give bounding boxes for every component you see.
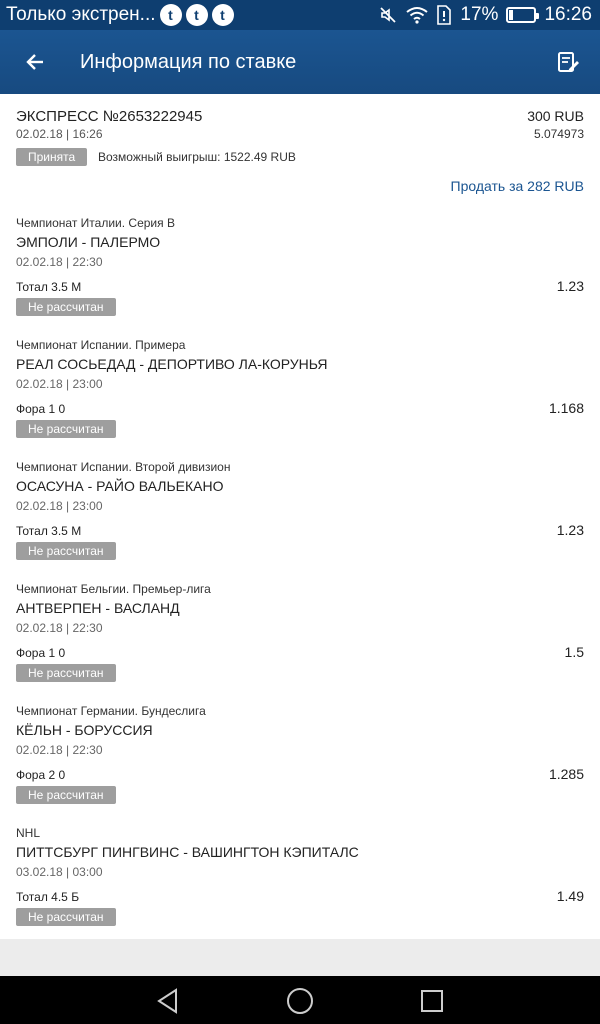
event-market: Фора 1 0 [16, 646, 66, 660]
bet-details [0, 94, 600, 939]
event-league: Чемпионат Испании. Примера [16, 338, 186, 352]
bet-title: ЭКСПРЕСС №2653222945 [16, 108, 203, 125]
battery-percent: 17% [460, 4, 499, 25]
event-status-badge: Не рассчитан [16, 664, 116, 682]
battery-icon [506, 7, 536, 23]
event-market: Фора 1 0 [16, 402, 66, 416]
event-item[interactable] [0, 450, 600, 572]
nav-back-button[interactable] [153, 986, 183, 1016]
event-market: Фора 2 0 [16, 768, 66, 782]
event-datetime: 03.02.18 | 03:00 [16, 865, 103, 879]
event-market: Тотал 3.5 М [16, 524, 82, 538]
event-item[interactable] [0, 572, 600, 694]
back-triangle-icon [156, 988, 180, 1014]
event-odds: 1.23 [556, 278, 584, 294]
event-status-badge: Не рассчитан [16, 786, 116, 804]
bet-datetime: 02.02.18 | 16:26 [16, 127, 103, 141]
event-odds: 1.285 [548, 766, 584, 782]
event-teams: КЁЛЬН - БОРУССИЯ [16, 722, 153, 738]
possible-win: Возможный выигрыш: 1522.49 RUB [98, 150, 296, 164]
event-datetime: 02.02.18 | 23:00 [16, 499, 103, 513]
notification-t-icon: t [160, 4, 182, 26]
event-league: NHL [16, 826, 41, 840]
status-icons [378, 0, 592, 30]
event-datetime: 02.02.18 | 22:30 [16, 621, 103, 635]
recents-square-icon [420, 989, 444, 1013]
event-teams: АНТВЕРПЕН - ВАСЛАНД [16, 600, 180, 616]
sell-bet-link[interactable]: Продать за 282 RUB [450, 178, 584, 194]
event-datetime: 02.02.18 | 22:30 [16, 255, 103, 269]
event-league: Чемпионат Испании. Второй дивизион [16, 460, 231, 474]
back-button[interactable] [0, 30, 70, 94]
edit-note-button[interactable] [550, 44, 586, 80]
event-datetime: 02.02.18 | 23:00 [16, 377, 103, 391]
sim-card-alert-icon [436, 5, 452, 25]
page-title: Информация по ставке [80, 50, 297, 73]
event-item[interactable] [0, 694, 600, 816]
bet-coefficient: 5.074973 [533, 127, 584, 141]
event-league: Чемпионат Германии. Бундеслига [16, 704, 206, 718]
event-teams: ПИТТСБУРГ ПИНГВИНС - ВАШИНГТОН КЭПИТАЛС [16, 844, 359, 860]
app-bar [0, 30, 600, 94]
event-datetime: 02.02.18 | 22:30 [16, 743, 103, 757]
event-market: Тотал 4.5 Б [16, 890, 80, 904]
event-status-badge: Не рассчитан [16, 908, 116, 926]
event-status-badge: Не рассчитан [16, 420, 116, 438]
event-odds: 1.168 [548, 400, 584, 416]
notification-area[interactable] [0, 4, 234, 26]
bet-summary [0, 94, 600, 206]
event-teams: РЕАЛ СОСЬЕДАД - ДЕПОРТИВО ЛА-КОРУНЬЯ [16, 356, 328, 372]
event-status-badge: Не рассчитан [16, 542, 116, 560]
bet-amount: 300 RUB [527, 108, 584, 124]
arrow-left-icon [24, 51, 46, 73]
system-nav-bar [0, 976, 600, 1024]
edit-note-icon [556, 50, 580, 74]
mute-icon [378, 5, 398, 25]
event-league: Чемпионат Италии. Серия B [16, 216, 175, 230]
notification-text: Только экстрен... [6, 4, 156, 25]
event-odds: 1.49 [556, 888, 584, 904]
notification-t-icon: t [186, 4, 208, 26]
nav-recents-button[interactable] [417, 986, 447, 1016]
event-league: Чемпионат Бельгии. Премьер-лига [16, 582, 211, 596]
nav-home-button[interactable] [285, 986, 315, 1016]
event-odds: 1.23 [556, 522, 584, 538]
notification-t-icon: t [212, 4, 234, 26]
event-item[interactable] [0, 328, 600, 450]
event-market: Тотал 3.5 М [16, 280, 82, 294]
event-teams: ОСАСУНА - РАЙО ВАЛЬЕКАНО [16, 478, 224, 494]
home-circle-icon [286, 987, 314, 1015]
event-item[interactable] [0, 206, 600, 328]
event-teams: ЭМПОЛИ - ПАЛЕРМО [16, 234, 161, 250]
status-bar [0, 0, 600, 30]
event-item[interactable] [0, 816, 600, 938]
bet-status-badge: Принята [16, 148, 87, 166]
clock: 16:26 [544, 4, 592, 25]
event-odds: 1.5 [564, 644, 584, 660]
events-list [0, 206, 600, 938]
event-status-badge: Не рассчитан [16, 298, 116, 316]
wifi-icon [406, 6, 428, 24]
